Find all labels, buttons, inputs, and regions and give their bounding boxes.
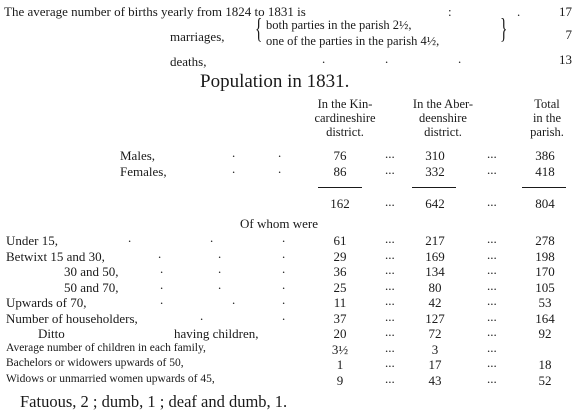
row-label: Upwards of 70, [6,295,87,310]
cell-total: 18 [538,357,552,372]
cell-aber: 134 [425,264,445,279]
col-total-line-2: in the [532,111,562,125]
row-label-continued: having children, [174,326,259,341]
ellipsis: ... [385,194,395,209]
row-label: Under 15, [6,233,58,248]
cell-kin: 11 [333,295,347,310]
ellipsis: ... [385,355,395,370]
ellipsis: ... [385,146,395,161]
ellipsis: ... [487,340,497,355]
cell-kin: 86 [333,164,347,179]
leader-dot: . [282,230,286,245]
footer-line: Fatuous, 2 ; dumb, 1 ; deaf and dumb, 1. [20,392,288,411]
ellipsis: ... [385,231,395,246]
cell-total: 53 [538,295,552,310]
cell-aber: 127 [425,311,445,326]
marriages-label: marriages, [170,29,225,44]
cell-total: 92 [538,326,552,341]
sum-aber: 642 [425,196,445,211]
births-value: 17 [559,4,572,19]
sum-rule-aber [412,187,456,188]
leader-dot: . [210,230,214,245]
row-label: Bachelors or widowers upwards of 50, [6,357,184,369]
deaths-value: 13 [559,52,572,67]
leader-dot: . [232,145,236,160]
cell-aber: 80 [428,280,442,295]
cell-kin: 20 [333,326,347,341]
leader-dot: . [282,261,286,276]
cell-total: 170 [535,264,555,279]
ellipsis: ... [487,162,497,177]
sum-rule-kin [318,187,362,188]
row-label: Ditto [38,326,65,341]
cell-aber: 42 [428,295,442,310]
ellipsis: ... [487,355,497,370]
leader-dot: . [200,308,204,323]
leader-dot: . [218,277,222,292]
deaths-leader-dot-2: . [385,51,389,66]
col-kin-line-2: cardineshire [314,111,376,125]
cell-aber: 43 [428,373,442,388]
cell-aber: 72 [428,326,442,341]
leader-dot: . [282,246,286,261]
births-colon: : [448,4,452,19]
leader-dot: . [232,292,236,307]
cell-kin: 3½ [331,342,349,357]
cell-total: 278 [535,233,555,248]
cell-aber: 217 [425,233,445,248]
row-label: Females, [120,164,167,179]
ellipsis: ... [385,371,395,386]
marriages-value: 7 [565,27,572,42]
cell-aber: 3 [431,342,439,357]
row-label: Males, [120,148,156,163]
row-label: 50 and 70, [64,280,119,295]
cell-aber: 332 [425,164,445,179]
sum-total: 804 [535,196,555,211]
ellipsis: ... [487,146,497,161]
ellipsis: ... [385,162,395,177]
cell-kin: 36 [333,264,347,279]
ellipsis: ... [487,247,497,262]
leader-dot: . [278,145,282,160]
leader-dot: . [282,277,286,292]
row-label: Widows or unmarried women upwards of 45, [6,373,215,385]
cell-total: 198 [535,249,555,264]
leader-dot: . [282,308,286,323]
births-dot: . [517,4,521,19]
cell-total: 105 [535,280,555,295]
marriages-option-1: both parties in the parish 2½, [266,18,412,32]
ellipsis: ... [487,262,497,277]
left-brace: { [255,14,263,45]
cell-kin: 9 [336,373,344,388]
leader-dot: . [282,292,286,307]
ellipsis: ... [487,371,497,386]
leader-dot: . [128,230,132,245]
leader-dot: . [232,161,236,176]
ellipsis: ... [385,278,395,293]
cell-kin: 37 [333,311,347,326]
leader-dot: . [160,292,164,307]
ellipsis: ... [385,262,395,277]
row-label: Betwixt 15 and 30, [6,249,105,264]
col-total-line-3: parish. [530,125,564,139]
cell-kin: 25 [333,280,347,295]
ellipsis: ... [487,293,497,308]
col-aber-line-3: district. [424,125,462,139]
ellipsis: ... [487,278,497,293]
leader-dot: . [160,277,164,292]
deaths-label: deaths, [170,54,207,69]
row-label: Average number of children in each family, [6,342,206,354]
cell-aber: 169 [425,249,445,264]
ellipsis: ... [385,293,395,308]
right-brace: } [500,14,508,45]
col-aber-line-1: In the Aber- [412,97,474,111]
row-label: 30 and 50, [64,264,119,279]
leader-dot: . [278,161,282,176]
births-label: The average number of births yearly from 1824 to 1831 is [4,4,306,19]
sum-kin: 162 [330,196,350,211]
ellipsis: ... [385,247,395,262]
ellipsis: ... [487,231,497,246]
cell-total: 164 [535,311,555,326]
ellipsis: ... [385,340,395,355]
leader-dot: . [158,246,162,261]
cell-kin: 1 [336,357,344,372]
col-total-line-1: Total [534,97,560,111]
ellipsis: ... [487,194,497,209]
cell-kin: 76 [333,148,347,163]
leader-dot: . [218,261,222,276]
row-label: Number of householders, [6,311,138,326]
col-kin-line-1: In the Kin- [317,97,373,111]
ellipsis: ... [385,309,395,324]
ellipsis: ... [385,324,395,339]
deaths-leader-dot-1: . [322,51,326,66]
cell-kin: 61 [333,233,347,248]
ellipsis: ... [487,324,497,339]
cell-total: 418 [535,164,555,179]
marriages-option-2: one of the parties in the parish 4½, [266,34,440,48]
col-kin-line-3: district. [326,125,364,139]
sum-rule-total [522,187,566,188]
cell-aber: 17 [428,357,442,372]
leader-dot: . [160,261,164,276]
deaths-leader-dot-3: . [458,51,462,66]
cell-aber: 310 [425,148,445,163]
cell-total: 52 [538,373,552,388]
section-heading: Population in 1831. [200,71,350,92]
cell-total: 386 [535,148,555,163]
ellipsis: ... [487,309,497,324]
leader-dot: . [218,246,222,261]
cell-kin: 29 [333,249,347,264]
of-whom-heading: Of whom were [240,216,318,231]
col-aber-line-2: deenshire [419,111,467,125]
